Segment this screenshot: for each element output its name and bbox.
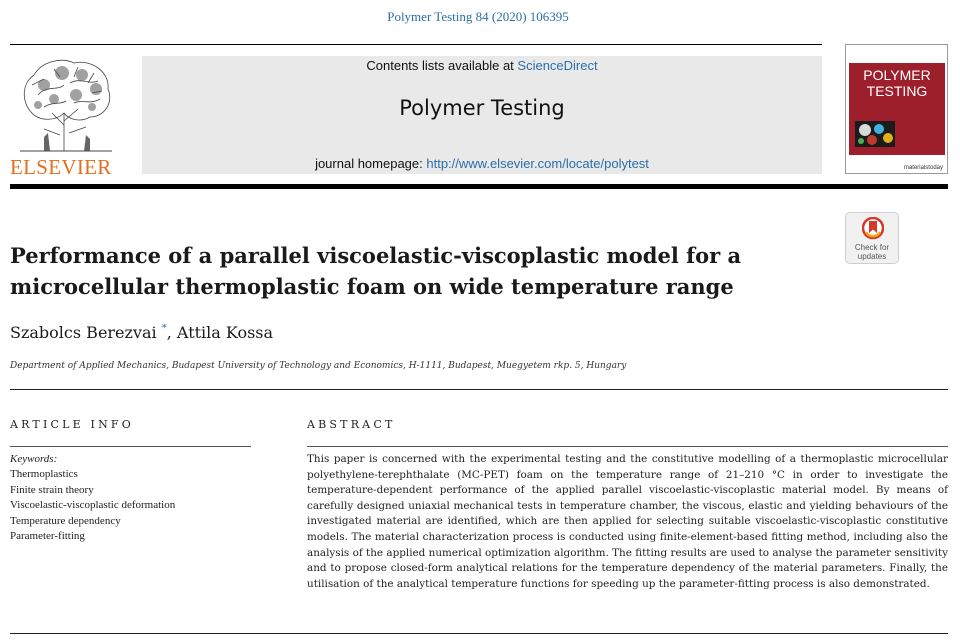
keyword-item: Viscoelastic-viscoplastic deformation	[10, 499, 176, 512]
bottom-rule	[10, 633, 948, 634]
journal-cover[interactable]	[845, 44, 948, 174]
abstract-heading: ABSTRACT	[307, 418, 396, 431]
homepage-prefix: journal homepage:	[315, 156, 427, 171]
homepage-line	[142, 156, 822, 171]
author-separator: ,	[166, 323, 177, 342]
check-for-updates-label	[846, 243, 898, 261]
keyword-item: Finite strain theory	[10, 483, 94, 496]
keyword-item: Thermoplastics	[10, 468, 78, 480]
section-rule	[10, 389, 948, 390]
contents-line	[142, 58, 822, 73]
journal-citation[interactable]: Polymer Testing 84 (2020) 106395	[387, 9, 569, 24]
corresponding-author-mark[interactable]: *	[161, 323, 167, 334]
check-label-line1: Check for	[854, 243, 890, 252]
cover-image-icon	[855, 121, 895, 147]
cover-footer: materialstoday	[903, 165, 943, 171]
elsevier-tree-icon	[14, 55, 118, 153]
abstract-rule	[307, 446, 948, 447]
author-name[interactable]: Attila Kossa	[176, 323, 274, 342]
journal-banner	[142, 56, 822, 174]
abstract-text: This paper is concerned with the experimental testing and the constitutive modelling of a thermoplastic microcellular polyethylene-terephthalate (MC-PET) foam on the temperature range of 21–210 °C in order to investigate the temperature-dependent performance of the applied parallel viscoelastic-viscoplastic material model. By means of carefully designed uniaxial mechanical tests in temperature chamber, the viscous, elastic and yielding behaviours of the investigated material are identified, which are then applied for selecting suitable viscoelastic-viscoplastic constitutive models. The material characterization process is conducted using finite-element-based fitting method, including also the analysis of the applied numerical optimization algorithm. The fitting results are used to analyse the parameter sensitivity and to propose closed-form analytical relations for the temperature dependency of the material parameters. Finally, the utilisation of the analytical temperature functions for speeding up the parameter-fitting process is also demonstrated.	[307, 453, 948, 590]
article-title: Performance of a parallel viscoelastic-viscoplastic model for a microcellular thermoplastic foam on wide temperature range	[10, 243, 742, 299]
check-for-updates-button[interactable]	[845, 212, 899, 264]
contents-prefix: Contents lists available at	[366, 58, 518, 73]
cover-title	[849, 67, 945, 99]
cover-band	[849, 63, 945, 155]
keywords-list	[10, 467, 175, 545]
header-rule	[10, 44, 822, 45]
check-label-line2: updates	[857, 252, 887, 261]
keyword-item: Parameter-fitting	[10, 530, 85, 543]
affiliation: Department of Applied Mechanics, Budapest University of Technology and Economics, H-1111, Budapest, Muegyetem rkp. 5, Hungary	[10, 361, 627, 371]
journal-homepage-link[interactable]: http://www.elsevier.com/locate/polytest	[426, 156, 649, 171]
article-info-rule	[10, 446, 251, 447]
journal-title[interactable]: Polymer Testing	[399, 96, 565, 120]
keywords-label: Keywords:	[10, 453, 58, 465]
publisher-name: ELSEVIER	[10, 155, 112, 179]
cover-title-line2: TESTING	[866, 83, 928, 99]
keyword-item: Temperature dependency	[10, 514, 121, 527]
header-thick-rule	[10, 184, 948, 189]
publisher-logo[interactable]	[10, 55, 120, 179]
article-info-heading: ARTICLE INFO	[10, 418, 134, 431]
author-list	[10, 323, 273, 342]
crossmark-icon	[862, 217, 884, 241]
cover-title-line1: POLYMER	[863, 67, 931, 83]
author-name[interactable]: Szabolcs Berezvai	[10, 323, 157, 342]
sciencedirect-link[interactable]: ScienceDirect	[517, 58, 598, 73]
